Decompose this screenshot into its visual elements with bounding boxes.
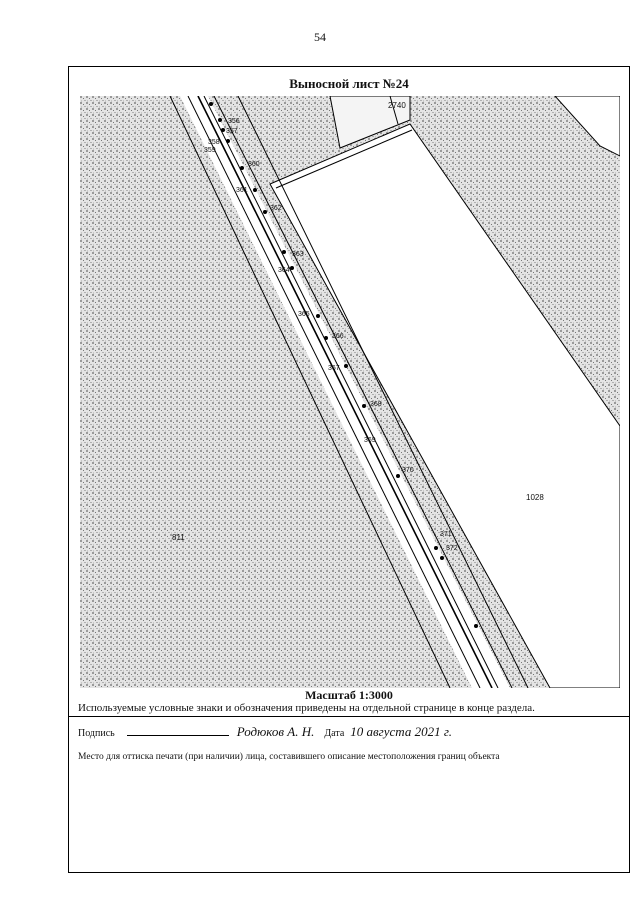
point-357 [218,118,222,122]
point-368 [362,404,366,408]
label-371: 371 [440,531,452,538]
parcel-label-1028: 1028 [526,493,544,502]
label-360: 360 [248,161,260,168]
label-358: 358 [208,139,220,146]
label-365: 365 [298,311,310,318]
label-362: 362 [270,205,282,212]
point-369 [396,474,400,478]
point-360 [240,166,244,170]
label-364: 364 [278,267,290,274]
label-372: 372 [446,545,458,552]
label-359: 359 [204,147,216,154]
label-368: 368 [370,401,382,408]
point-365 [316,314,320,318]
label-361: 361 [236,187,248,194]
point-363 [282,250,286,254]
point-362 [263,210,267,214]
label-370: 370 [402,467,414,474]
point-359 [226,139,230,143]
sheet-title: Выносной лист №24 [289,76,409,91]
point-371 [440,556,444,560]
signature-row [78,724,452,740]
scale-label: Масштаб 1:3000 [305,688,393,702]
cadastral-map [80,96,620,688]
point-358 [221,128,225,132]
section-divider [68,716,630,717]
point-372 [474,624,478,628]
point-370 [434,546,438,550]
legend-note: Используемые условные знаки и обозначения приведены на отдельной странице в конце раздела. [78,702,535,714]
label-369: 369 [364,437,376,444]
signature-label: Подпись [78,728,115,739]
point-361 [253,188,257,192]
date-label: Дата [324,728,345,739]
signature-date: 10 августа 2021 г. [350,724,452,739]
parcel-label-2740: 2740 [388,101,406,110]
label-366: 366 [332,333,344,340]
label-357: 357 [226,128,238,135]
label-356: 356 [228,118,240,125]
point-367 [344,364,348,368]
parcel-label-811: 811 [172,533,185,542]
signature-line [127,726,229,736]
page-number: 54 [314,30,326,44]
signer-name: Родюков А. Н. [236,724,315,739]
point-356 [209,102,213,106]
point-366 [324,336,328,340]
label-363: 363 [292,251,304,258]
label-367: 367 [328,365,340,372]
point-364 [290,266,294,270]
stamp-note: Место для оттиска печати (при наличии) лица, составившего описание местоположения границ объекта [78,752,500,762]
